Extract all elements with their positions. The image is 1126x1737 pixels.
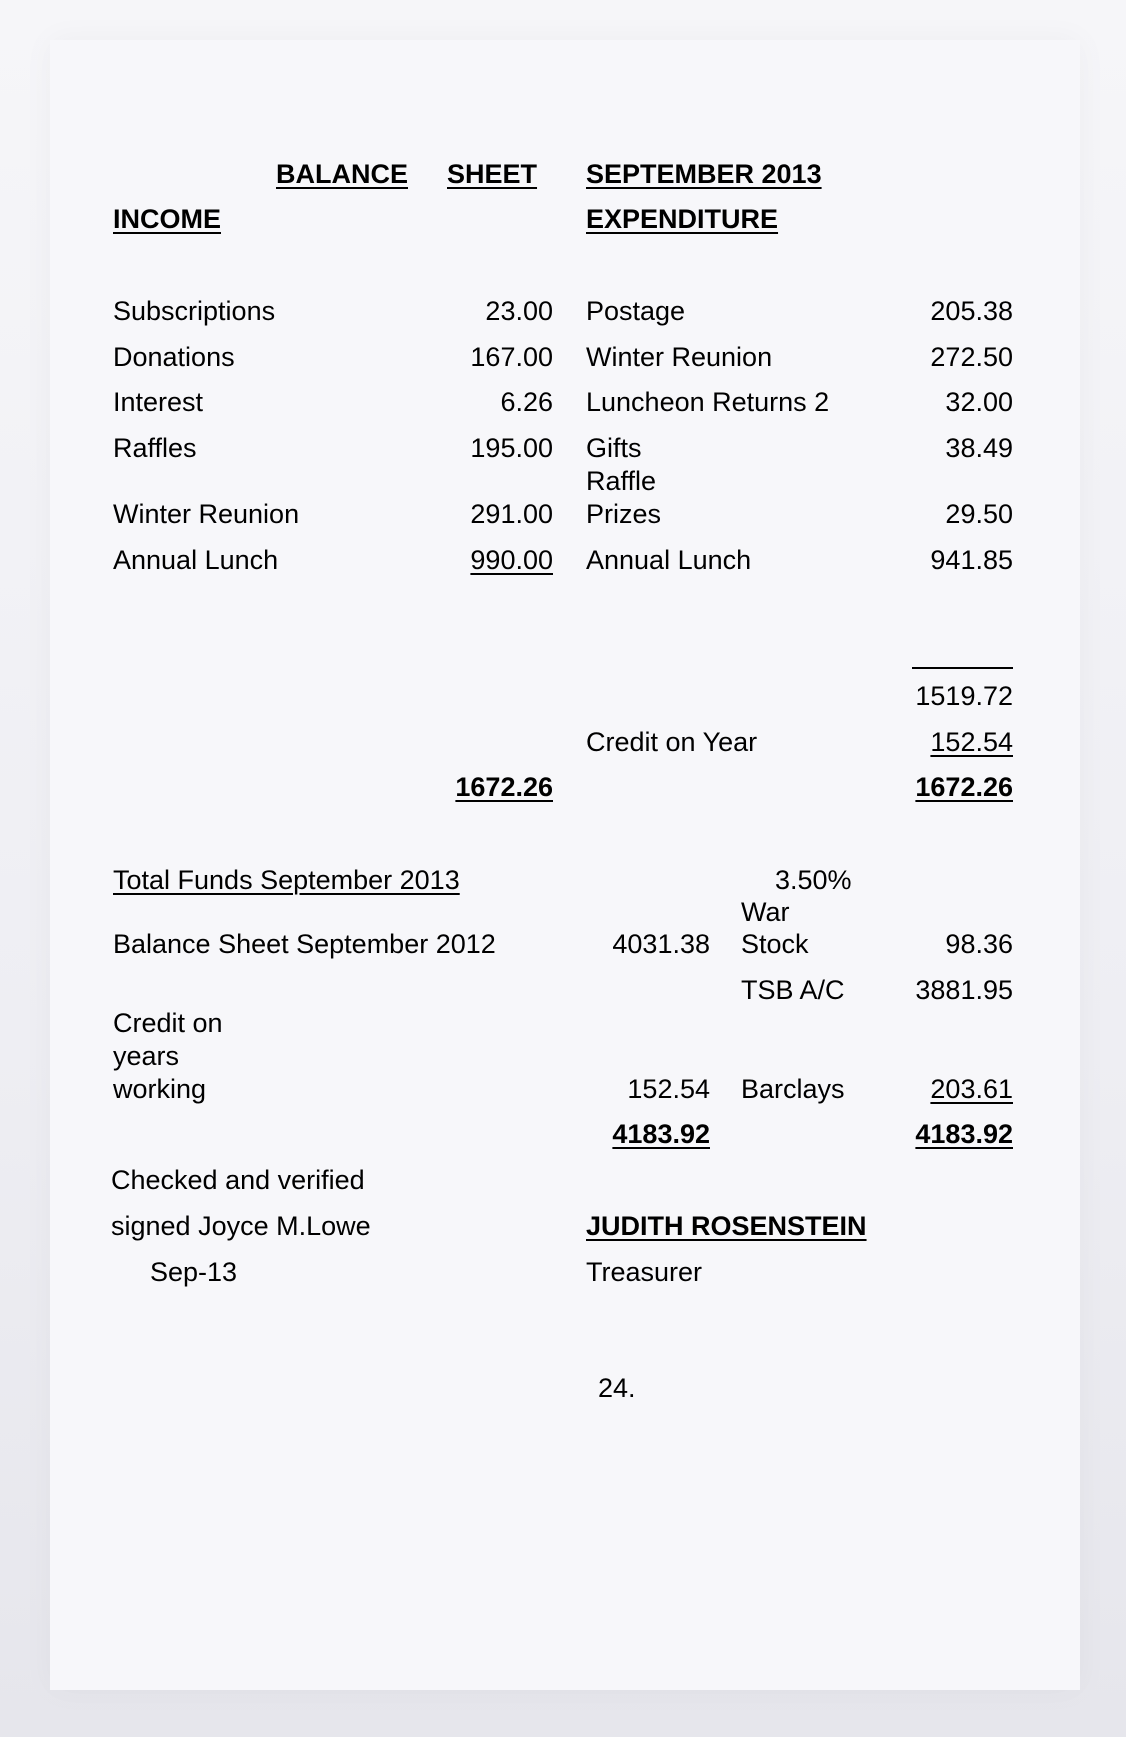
tsb-label: TSB A/C xyxy=(741,975,845,1005)
title-sheet: SHEET xyxy=(447,159,538,189)
signed-by: signed Joyce M.Lowe xyxy=(111,1211,371,1241)
income-amount: 167.00 xyxy=(470,342,553,372)
expenditure-label: Raffle xyxy=(586,466,657,496)
title-date: SEPTEMBER 2013 xyxy=(586,159,822,189)
stock-label: Stock xyxy=(741,929,809,959)
expenditure-amount: 205.38 xyxy=(930,296,1013,326)
war-label: War xyxy=(741,897,790,927)
treasurer-name: JUDITH ROSENSTEIN xyxy=(586,1211,867,1241)
expenditure-label: Postage xyxy=(586,296,686,326)
expenditure-label-line2: Prizes xyxy=(586,499,662,529)
expenditure-label: Gifts xyxy=(586,433,642,463)
expenditure-amount: 29.50 xyxy=(945,499,1013,529)
income-amount: 6.26 xyxy=(500,387,553,417)
income-label: Subscriptions xyxy=(113,296,276,326)
income-total: 1672.26 xyxy=(455,772,553,802)
credit-working-label-1: Credit on xyxy=(113,1008,223,1038)
balance-sheet-2012-label: Balance Sheet September 2012 xyxy=(113,929,496,959)
expenditure-label: Annual Lunch xyxy=(586,545,752,575)
income-amount: 23.00 xyxy=(485,296,553,326)
expenditure-amount: 38.49 xyxy=(945,433,1013,463)
total-funds-title: Total Funds September 2013 xyxy=(113,865,460,895)
barclays-amount: 203.61 xyxy=(930,1074,1013,1104)
expenditure-subtotal: 1519.72 xyxy=(915,681,1013,711)
credit-working-amount: 152.54 xyxy=(627,1074,710,1104)
subtotal-rule xyxy=(912,667,1013,669)
funds-total-left: 4183.92 xyxy=(612,1119,710,1149)
expenditure-heading: EXPENDITURE xyxy=(586,204,779,234)
war-stock-rate: 3.50% xyxy=(775,865,852,895)
income-heading: INCOME xyxy=(113,204,221,234)
expenditure-amount: 941.85 xyxy=(930,545,1013,575)
tsb-amount: 3881.95 xyxy=(915,975,1013,1005)
income-label: Interest xyxy=(113,387,204,417)
income-amount: 195.00 xyxy=(470,433,553,463)
stock-amount: 98.36 xyxy=(945,929,1013,959)
income-amount: 291.00 xyxy=(470,499,553,529)
expenditure-amount: 272.50 xyxy=(930,342,1013,372)
checked-verified: Checked and verified xyxy=(111,1165,365,1195)
credit-on-year-amount: 152.54 xyxy=(930,727,1013,757)
expenditure-label: Winter Reunion xyxy=(586,342,773,372)
credit-on-year-label: Credit on Year xyxy=(586,727,758,757)
income-label: Annual Lunch xyxy=(113,545,279,575)
page-number: 24. xyxy=(598,1373,636,1403)
income-amount: 990.00 xyxy=(470,545,553,575)
funds-total-right: 4183.92 xyxy=(915,1119,1013,1149)
credit-working-label-2: years xyxy=(113,1041,180,1071)
barclays-label: Barclays xyxy=(741,1074,845,1104)
income-label: Donations xyxy=(113,342,235,372)
treasurer-title: Treasurer xyxy=(586,1257,703,1287)
title-balance: BALANCE xyxy=(276,159,408,189)
credit-working-label-3: working xyxy=(113,1074,207,1104)
expenditure-amount: 32.00 xyxy=(945,387,1013,417)
signed-date: Sep-13 xyxy=(150,1257,238,1287)
income-label: Raffles xyxy=(113,433,197,463)
expenditure-label: Luncheon Returns 2 xyxy=(586,387,830,417)
balance-sheet-2012-amount: 4031.38 xyxy=(612,929,710,959)
expenditure-total: 1672.26 xyxy=(915,772,1013,802)
income-label: Winter Reunion xyxy=(113,499,300,529)
